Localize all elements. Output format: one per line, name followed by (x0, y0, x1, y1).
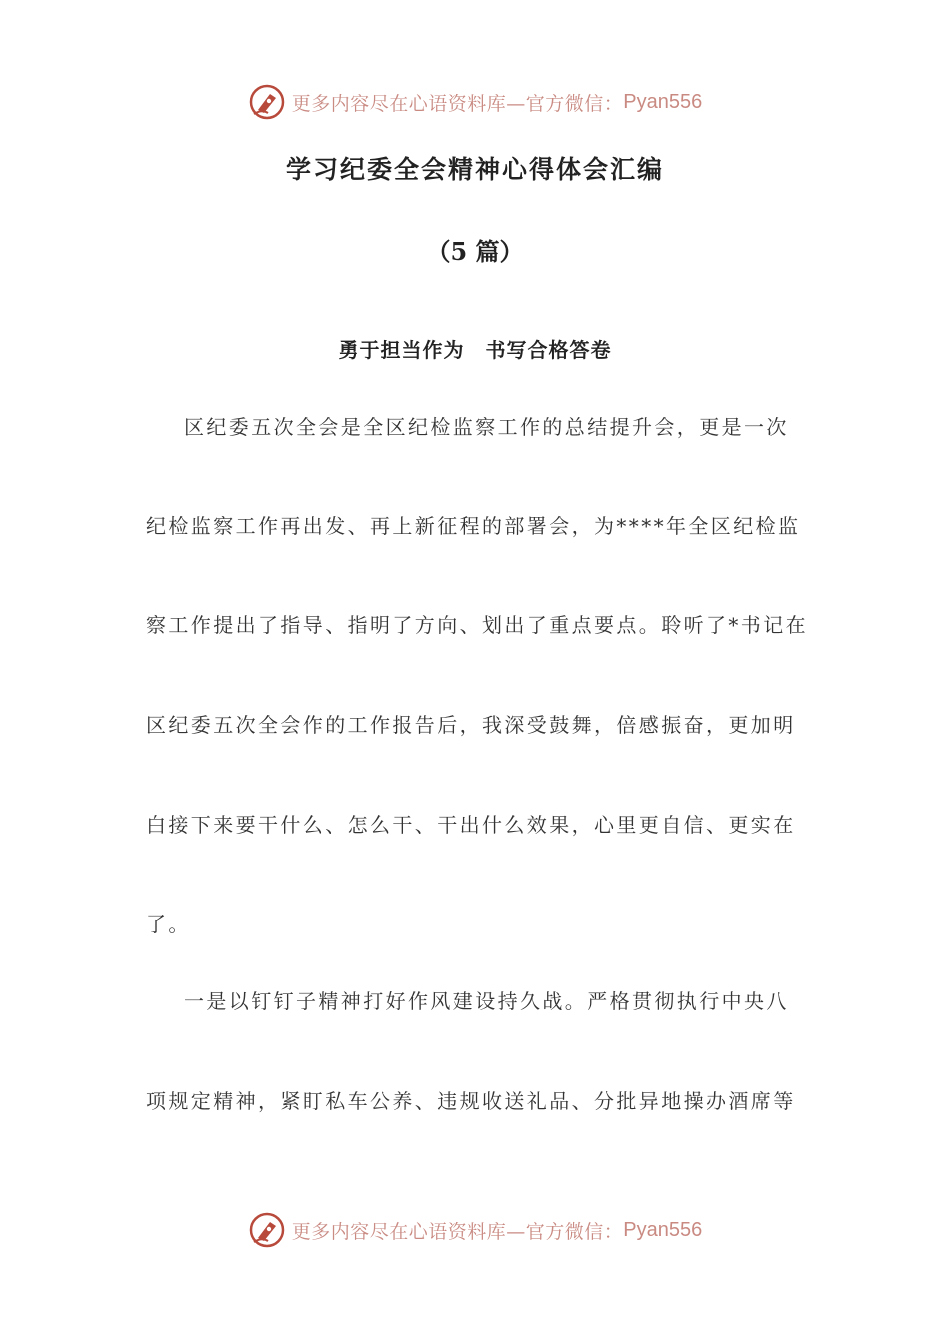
pen-nib-logo-icon (248, 83, 286, 121)
paragraph-line: 区纪委五次全会作的工作报告后，我深受鼓舞，倍感振奋，更加明 (146, 713, 796, 737)
section-heading: 勇于担当作为 书写合格答卷 (338, 338, 612, 362)
paragraph-line: 白接下来要干什么、怎么干、干出什么效果，心里更自信、更实在 (146, 813, 796, 837)
watermark-text: 更多内容尽在心语资料库—官方微信： (291, 92, 624, 115)
paragraph-line: 项规定精神，紧盯私车公养、违规收送礼品、分批异地操办酒席等 (146, 1089, 796, 1113)
footer-watermark (0, 1208, 950, 1252)
pen-nib-logo-icon (248, 1211, 286, 1249)
watermark-wechat-id: Pyan556 (623, 1218, 703, 1241)
paragraph-line: 区纪委五次全会是全区纪检监察工作的总结提升会，更是一次 (184, 415, 789, 439)
document-title: 学习纪委全会精神心得体会汇编 (285, 155, 664, 184)
paragraph-line: 纪检监察工作再出发、再上新征程的部署会，为****年全区纪检监 (146, 514, 801, 538)
paragraph-line: 察工作提出了指导、指明了方向、划出了重点要点。聆听了*书记在 (146, 613, 808, 637)
document-subtitle: （5 篇） (426, 237, 524, 266)
paragraph-line: 了。 (146, 912, 191, 936)
paragraph-line: 一是以钉钉子精神打好作风建设持久战。严格贯彻执行中央八 (184, 989, 789, 1013)
header-watermark (0, 80, 950, 124)
watermark-wechat-id: Pyan556 (623, 90, 703, 113)
watermark-text: 更多内容尽在心语资料库—官方微信： (291, 1220, 624, 1243)
